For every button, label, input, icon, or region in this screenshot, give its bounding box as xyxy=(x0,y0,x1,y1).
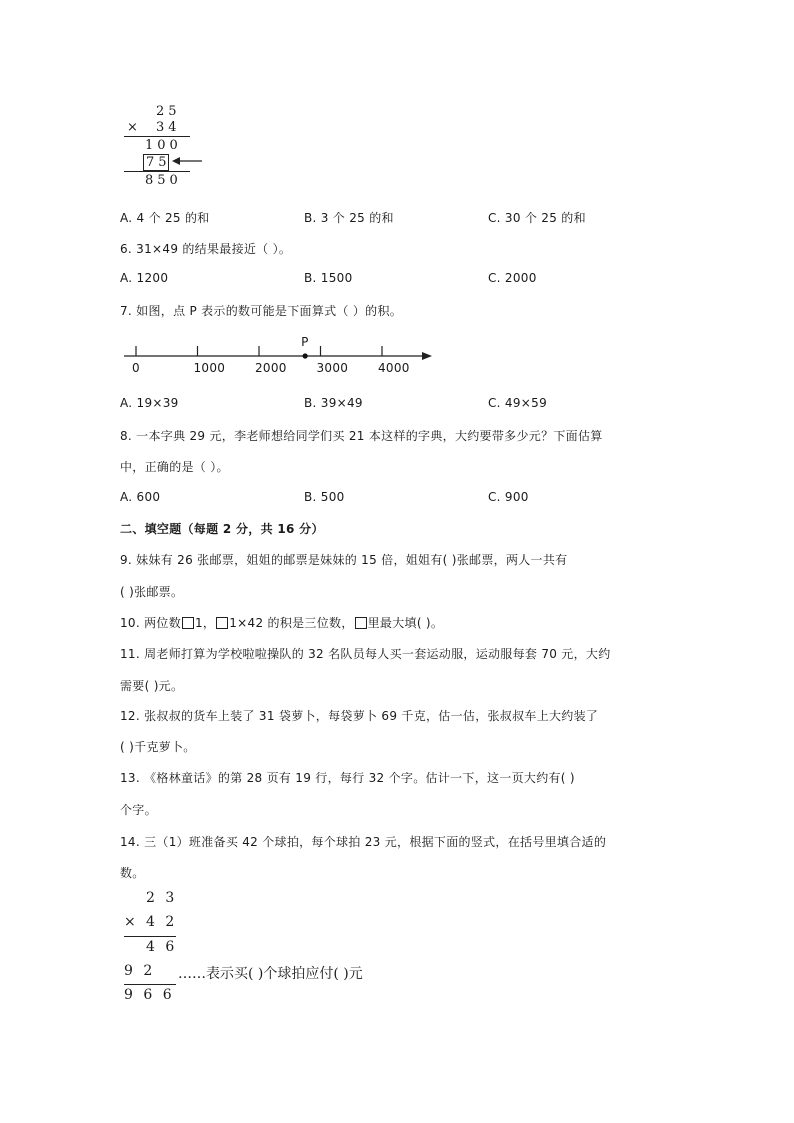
q7-option-b: B. 39×49 xyxy=(304,396,363,410)
point-p-label: P xyxy=(301,335,309,349)
q5-option-b: B. 3 个 25 的和 xyxy=(304,211,394,225)
q5-option-c: C. 30 个 25 的和 xyxy=(488,211,586,225)
q7-stem: 7. 如图，点 P 表示的数可能是下面算式（ ）的积。 xyxy=(120,304,403,318)
q7-option-c: C. 49×59 xyxy=(488,396,548,410)
blank-box-icon xyxy=(355,617,367,629)
calc2-rule-2 xyxy=(124,984,176,985)
q6-option-a: A. 1200 xyxy=(120,271,169,285)
calc1-row5: 850 xyxy=(145,173,182,188)
q14-line2: 数。 xyxy=(120,866,145,880)
calc2-times: × xyxy=(124,914,136,930)
q12-line2: ( )千克萝卜。 xyxy=(120,740,196,754)
q12-line1: 12. 张叔叔的货车上装了 31 袋萝卜，每袋萝卜 69 千克，估一估，张叔叔车上大约装了 xyxy=(120,709,599,723)
number-line-arrow xyxy=(422,352,432,360)
q6-option-b: B. 1500 xyxy=(304,271,353,285)
calc2-row4: 9 2 xyxy=(124,963,153,979)
calc2-row5: 9 6 6 xyxy=(124,987,172,1003)
left-arrow-icon xyxy=(170,154,204,168)
number-line-tick-label: 0 xyxy=(132,361,140,375)
calc2-row2: 4 2 xyxy=(146,914,175,930)
q10-part4: 里最大填( )。 xyxy=(367,616,444,630)
calc1-rule-2 xyxy=(124,171,190,172)
calc2-row1: 2 3 xyxy=(146,890,175,906)
number-line-tick-label: 2000 xyxy=(255,361,287,375)
calc1-row3: 100 xyxy=(145,138,182,153)
calc1-times: × xyxy=(127,120,142,135)
q8-stem-line2: 中，正确的是（ ）。 xyxy=(120,460,229,474)
number-line-tick-label: 4000 xyxy=(378,361,410,375)
q10-stem xyxy=(120,614,443,631)
calc2-rule-1 xyxy=(124,936,176,937)
q9-line1: 9. 妹妹有 26 张邮票，姐姐的邮票是妹妹的 15 倍，姐姐有( )张邮票，两人一共有 xyxy=(120,553,568,567)
q8-option-a: A. 600 xyxy=(120,490,161,504)
q9-line2: ( )张邮票。 xyxy=(120,585,184,599)
q8-option-b: B. 500 xyxy=(304,490,345,504)
calc1-rule-1 xyxy=(124,136,190,137)
calc1-row4: 75 xyxy=(146,155,171,170)
q13-line1: 13. 《格林童话》的第 28 页有 19 行，每行 32 个字。估计一下，这一页大约有( ) xyxy=(120,771,575,785)
calc2-row3: 4 6 xyxy=(146,939,175,955)
calc1-row2: 34 xyxy=(156,120,181,135)
q11-line2: 需要( )元。 xyxy=(120,679,184,693)
blank-box-icon xyxy=(216,617,228,629)
q8-stem-line1: 8. 一本字典 29 元，李老师想给同学们买 21 本这样的字典，大约要带多少元？下面估算 xyxy=(120,429,603,443)
q6-option-c: C. 2000 xyxy=(488,271,537,285)
q6-stem: 6. 31×49 的结果最接近（ ）。 xyxy=(120,242,292,256)
number-line-tick-label: 3000 xyxy=(316,361,349,375)
blank-box-icon xyxy=(182,617,194,629)
number-line-tick-label: 1000 xyxy=(193,361,226,375)
q14-line1: 14. 三（1）班准备买 42 个球拍，每个球拍 23 元，根据下面的竖式，在括号里填合适的 xyxy=(120,835,607,849)
q5-option-a: A. 4 个 25 的和 xyxy=(120,211,210,225)
calc1-row1: 25 xyxy=(156,104,181,119)
q13-line2: 个字。 xyxy=(120,803,157,817)
q10-part2: 1， xyxy=(195,616,216,630)
point-p-dot xyxy=(303,353,308,358)
q11-line1: 11. 周老师打算为学校啦啦操队的 32 名队员每人买一套运动服，运动服每套 70 元，大约 xyxy=(120,647,611,661)
calc2-note: ……表示买( )个球拍应付( )元 xyxy=(178,966,363,982)
section-2-heading: 二、填空题（每题 2 分，共 16 分） xyxy=(120,522,324,536)
q8-option-c: C. 900 xyxy=(488,490,529,504)
q10-part3: 1×42 的积是三位数， xyxy=(229,616,354,630)
q10-part1: 10. 两位数 xyxy=(120,616,181,630)
q7-option-a: A. 19×39 xyxy=(120,396,179,410)
